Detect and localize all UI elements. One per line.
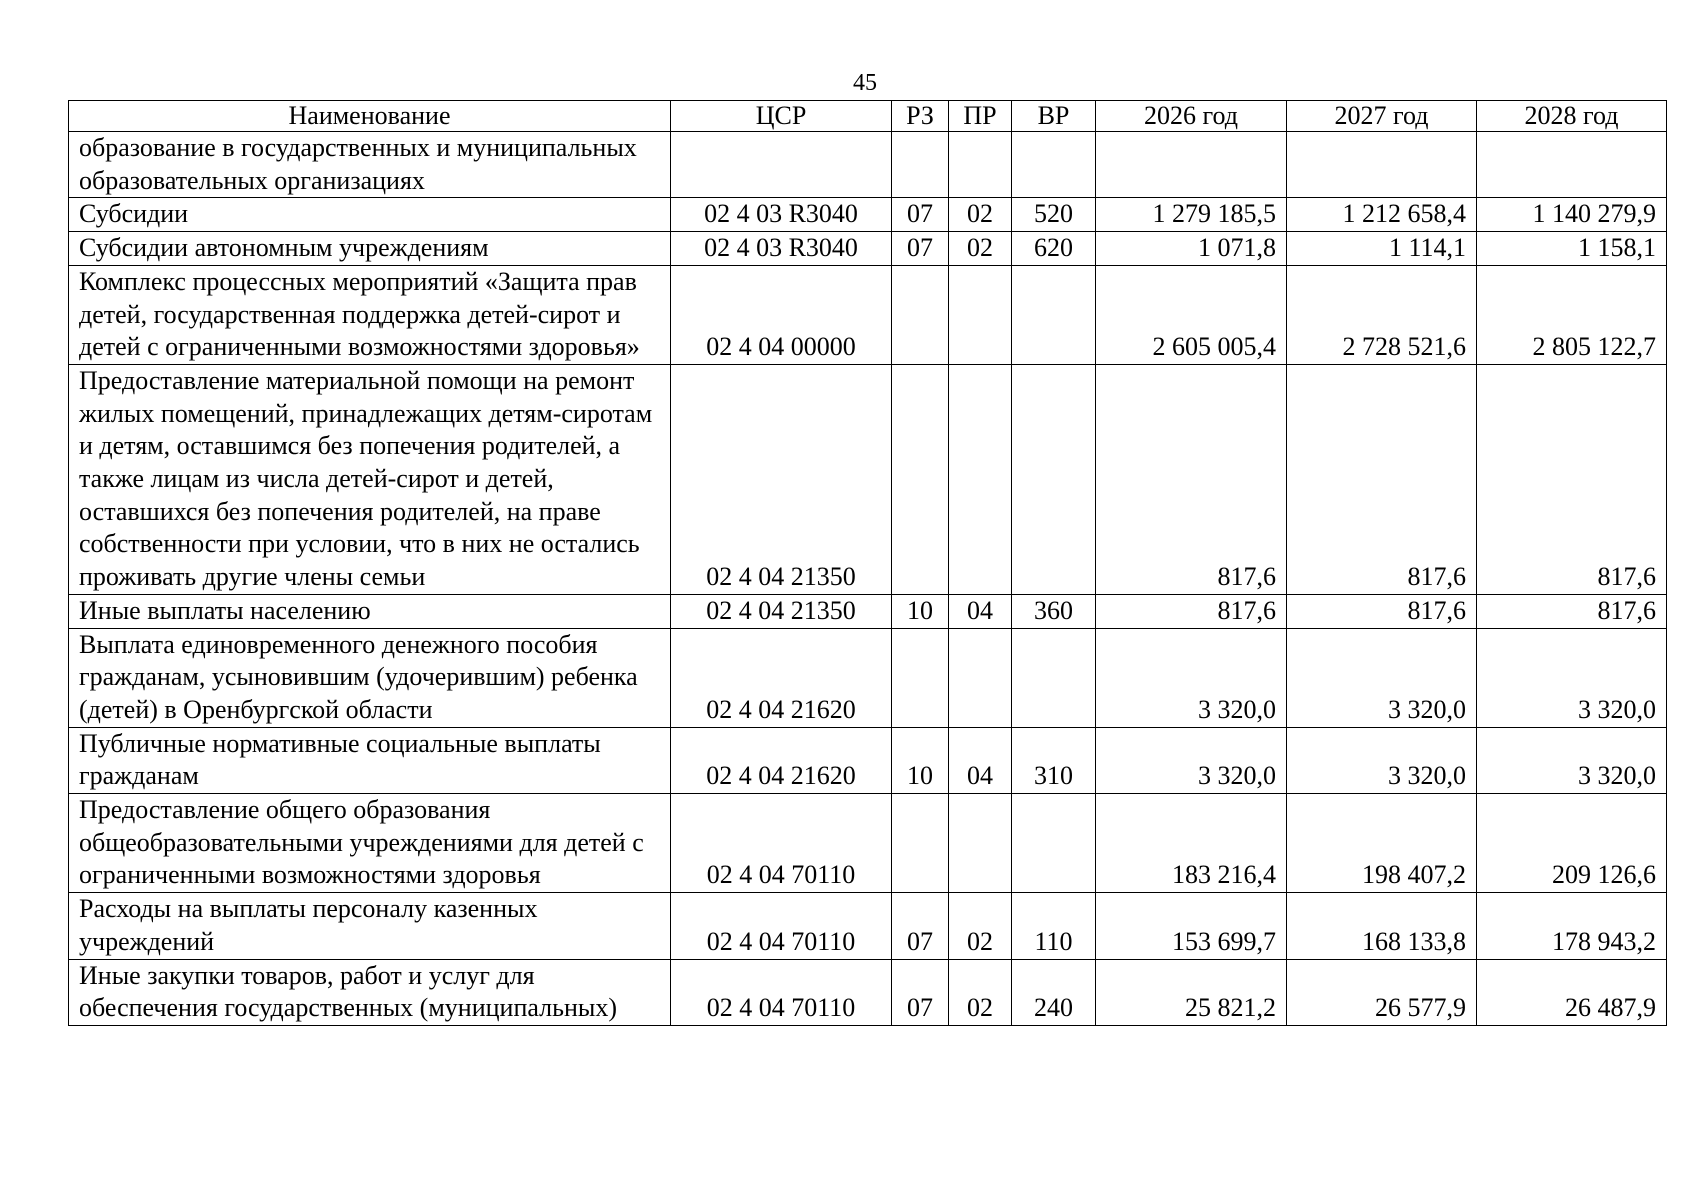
row-rz [892,132,949,198]
row-name: образование в государственных и муниципальных образовательных организациях [69,132,671,198]
row-rz: 10 [892,594,949,628]
row-2027: 2 728 521,6 [1287,265,1477,364]
row-pr [949,265,1012,364]
row-pr [949,132,1012,198]
row-name: Выплата единовременного денежного пособия гражданам, усыновившим (удочерившим) ребенка (детей) в Оренбургской области [69,628,671,727]
row-pr: 02 [949,232,1012,266]
row-name: Субсидии [69,198,671,232]
header-2028: 2028 год [1477,101,1667,132]
row-rz: 07 [892,893,949,959]
row-2027: 168 133,8 [1287,893,1477,959]
row-vr: 310 [1012,727,1096,793]
row-2026: 3 320,0 [1096,628,1287,727]
row-2028: 3 320,0 [1477,628,1667,727]
table-row [69,364,1667,594]
row-csr: 02 4 04 70110 [671,794,892,893]
row-pr: 02 [949,893,1012,959]
row-2027: 26 577,9 [1287,959,1477,1025]
row-2026: 153 699,7 [1096,893,1287,959]
row-2026: 25 821,2 [1096,959,1287,1025]
page-number: 45 [853,70,877,96]
row-2027: 198 407,2 [1287,794,1477,893]
table-row [69,959,1667,1025]
row-2026: 1 071,8 [1096,232,1287,266]
row-2028: 1 158,1 [1477,232,1667,266]
table-row [69,727,1667,793]
row-rz: 07 [892,232,949,266]
row-name: Предоставление общего образования общеобразовательными учреждениями для детей с ограниченными возможностями здоровья [69,794,671,893]
header-csr: ЦСР [671,101,892,132]
row-rz: 10 [892,727,949,793]
row-csr: 02 4 03 R3040 [671,198,892,232]
row-2028: 209 126,6 [1477,794,1667,893]
row-2028: 26 487,9 [1477,959,1667,1025]
row-2026: 1 279 185,5 [1096,198,1287,232]
row-name: Предоставление материальной помощи на ремонт жилых помещений, принадлежащих детям-сиротам и детям, оставшимся без попечения родителей, а также лицам из числа детей-сирот и детей, оставшихся без попечения родителей, на праве собственности при условии, что в них не остались проживать другие члены семьи [69,364,671,594]
row-pr: 04 [949,594,1012,628]
row-vr: 110 [1012,893,1096,959]
row-2027: 817,6 [1287,594,1477,628]
row-csr: 02 4 04 21350 [671,364,892,594]
row-name: Иные выплаты населению [69,594,671,628]
row-rz [892,628,949,727]
row-2028: 817,6 [1477,594,1667,628]
row-2027: 1 212 658,4 [1287,198,1477,232]
row-2026: 817,6 [1096,594,1287,628]
table-row [69,594,1667,628]
table-row [69,265,1667,364]
row-vr: 520 [1012,198,1096,232]
row-pr: 02 [949,198,1012,232]
header-name: Наименование [69,101,671,132]
row-rz [892,794,949,893]
row-pr [949,628,1012,727]
header-vr: ВР [1012,101,1096,132]
row-2026: 3 320,0 [1096,727,1287,793]
row-2027 [1287,132,1477,198]
table-header-row [69,101,1667,132]
row-pr [949,364,1012,594]
table-row [69,628,1667,727]
row-csr: 02 4 04 21620 [671,727,892,793]
row-2026 [1096,132,1287,198]
row-name: Комплекс процессных мероприятий «Защита прав детей, государственная поддержка детей-сирот и детей с ограниченными возможностями здоровья» [69,265,671,364]
budget-table [68,100,1667,1026]
row-name: Субсидии автономным учреждениям [69,232,671,266]
row-2028 [1477,132,1667,198]
row-2028: 3 320,0 [1477,727,1667,793]
row-vr [1012,794,1096,893]
table-row [69,893,1667,959]
row-2027: 1 114,1 [1287,232,1477,266]
row-2028: 1 140 279,9 [1477,198,1667,232]
row-rz [892,265,949,364]
row-2028: 178 943,2 [1477,893,1667,959]
row-pr: 04 [949,727,1012,793]
row-rz [892,364,949,594]
table-row [69,132,1667,198]
header-2027: 2027 год [1287,101,1477,132]
row-csr [671,132,892,198]
row-csr: 02 4 04 70110 [671,959,892,1025]
row-csr: 02 4 04 70110 [671,893,892,959]
row-2027: 3 320,0 [1287,727,1477,793]
header-pr: ПР [949,101,1012,132]
header-rz: РЗ [892,101,949,132]
row-2028: 817,6 [1477,364,1667,594]
row-2027: 3 320,0 [1287,628,1477,727]
row-2026: 2 605 005,4 [1096,265,1287,364]
row-2028: 2 805 122,7 [1477,265,1667,364]
row-csr: 02 4 04 00000 [671,265,892,364]
table-row [69,232,1667,266]
row-2026: 817,6 [1096,364,1287,594]
row-rz: 07 [892,959,949,1025]
header-2026: 2026 год [1096,101,1287,132]
row-vr [1012,265,1096,364]
row-vr: 240 [1012,959,1096,1025]
row-pr [949,794,1012,893]
row-name: Публичные нормативные социальные выплаты гражданам [69,727,671,793]
row-vr [1012,628,1096,727]
row-csr: 02 4 03 R3040 [671,232,892,266]
row-vr [1012,132,1096,198]
row-vr: 620 [1012,232,1096,266]
row-vr: 360 [1012,594,1096,628]
table-row [69,794,1667,893]
row-vr [1012,364,1096,594]
row-2027: 817,6 [1287,364,1477,594]
table-row [69,198,1667,232]
row-pr: 02 [949,959,1012,1025]
row-name: Расходы на выплаты персоналу казенных учреждений [69,893,671,959]
row-csr: 02 4 04 21620 [671,628,892,727]
row-rz: 07 [892,198,949,232]
row-2026: 183 216,4 [1096,794,1287,893]
row-name: Иные закупки товаров, работ и услуг для обеспечения государственных (муниципальных) [69,959,671,1025]
row-csr: 02 4 04 21350 [671,594,892,628]
